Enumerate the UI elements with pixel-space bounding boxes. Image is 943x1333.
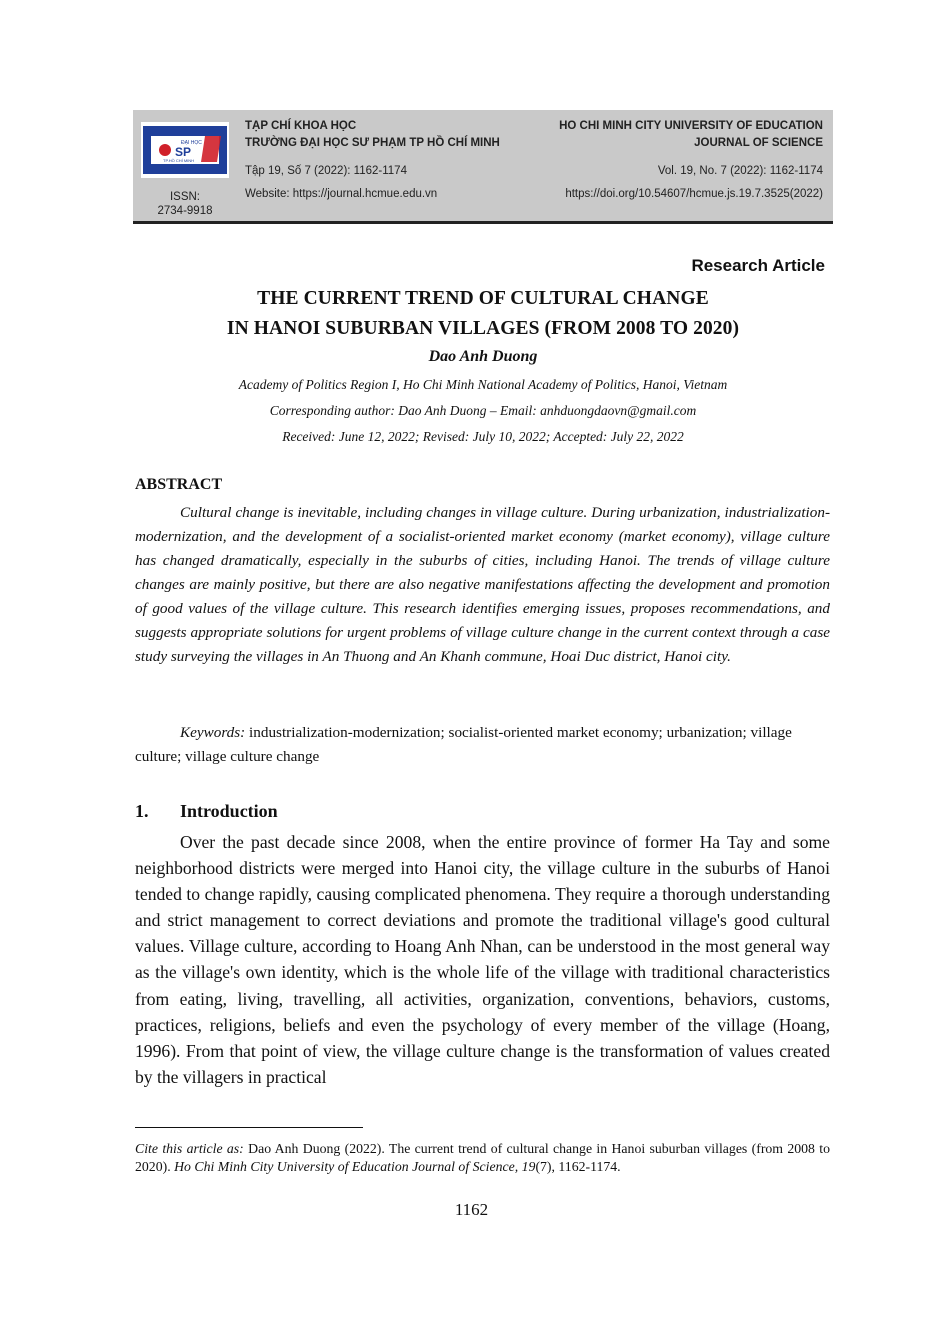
citation-footnote: [135, 1140, 830, 1176]
website-link[interactable]: Website: https://journal.hcmue.edu.vn: [245, 188, 438, 200]
journal-name-vn: TẠP CHÍ KHOA HỌC: [245, 120, 357, 132]
title-line-2: IN HANOI SUBURBAN VILLAGES (FROM 2008 TO 2020): [226, 318, 740, 339]
article-title: [133, 284, 833, 344]
affiliation: Academy of Politics Region I, Ho Chi Minh National Academy of Politics, Hanoi, Vietnam: [238, 377, 728, 392]
citation-journal: Ho Chi Minh City University of Education Journal of Science, 19: [174, 1159, 536, 1174]
university-name-en: HO CHI MINH CITY UNIVERSITY OF EDUCATION: [559, 120, 823, 132]
svg-text:ĐẠI HỌC: ĐẠI HỌC: [181, 140, 202, 146]
abstract-text: Cultural change is inevitable, including changes in village culture. During urbanization, industrialization-modernization, and the development of a socialist-oriented market economy (market economy), village culture has changed dramatically, especially in the suburbs of cities, including Hanoi. The trends of village culture changes are mainly positive, but there are also negative manifestations affecting the development and promotion of good values of the village culture. This research identifies emerging issues, proposes recommendations, and suggests appropriate solutions for urgent problems of village culture change in the current context through a case study surveying the villages in An Thuong and An Khanh commune, Hoai Duc district, Hanoi city.: [135, 504, 830, 665]
journal-header: [133, 110, 833, 224]
article-type: Research Article: [691, 256, 825, 275]
citation-text: Dao Anh Duong (2022). The current trend of cultural change in Hanoi suburban villages (from 2008 to 2020).: [135, 1141, 831, 1174]
article-meta: [133, 372, 833, 450]
abstract-heading: ABSTRACT: [135, 476, 223, 493]
section-title: Introduction: [180, 801, 278, 821]
footnote-divider: [135, 1127, 363, 1128]
corresponding-author: Corresponding author: Dao Anh Duong – Email: anhduongdaovn@gmail.com: [269, 403, 697, 418]
svg-text:SP: SP: [175, 145, 192, 159]
introduction-text: Over the past decade since 2008, when the entire province of former Ha Tay and some neighborhood districts were merged into Hanoi city, the village culture in the suburbs of Hanoi tended to change rapidly, causing complicated phenomena. They require a thorough understanding and strict management to correct deviations and promote the traditional village's good cultural values. Village culture, according to Hoang Anh Nhan, can be understood in the most general way as the village's own identity, which is the whole life of the village with traditional characteristics from eating, living, travelling, all activities, organization, conventions, behaviors, customs, practices, religions, beliefs and even the psychology of every member of the village (Hoang, 1996). From that point of view, the village culture change is the transformation of values created by the villagers in practical: [135, 832, 830, 1087]
issn-number: 2734-9918: [157, 205, 213, 217]
title-line-1: THE CURRENT TREND OF CULTURAL CHANGE: [257, 288, 709, 309]
citation-pages: (7), 1162-1174.: [535, 1159, 621, 1174]
keywords-label: Keywords:: [180, 724, 246, 741]
page-number: 1162: [454, 1200, 489, 1219]
keywords: [135, 721, 830, 769]
journal-name-en: JOURNAL OF SCIENCE: [694, 137, 823, 149]
university-name-vn: TRƯỜNG ĐẠI HỌC SƯ PHẠM TP HỒ CHÍ MINH: [245, 137, 500, 149]
issn: [133, 190, 237, 218]
issn-label: ISSN:: [169, 191, 201, 203]
dates: Received: June 12, 2022; Revised: July 10, 2022; Accepted: July 22, 2022: [282, 429, 684, 444]
svg-text:TP.HỒ CHÍ MINH: TP.HỒ CHÍ MINH: [163, 158, 195, 163]
keywords-list: industrialization-modernization; socialist-oriented market economy; urbanization; village culture; village culture change: [135, 724, 792, 765]
author-name: Dao Anh Duong: [428, 348, 538, 365]
volume-en: Vol. 19, No. 7 (2022): 1162-1174: [657, 165, 823, 177]
section-number: 1.: [135, 801, 149, 821]
doi-link[interactable]: https://doi.org/10.54607/hcmue.js.19.7.3525(2022): [565, 188, 823, 200]
section-heading-introduction: [135, 801, 278, 822]
citation-label: Cite this article as:: [135, 1141, 244, 1156]
university-logo: [141, 122, 229, 178]
volume-vn: Tập 19, Số 7 (2022): 1162-1174: [245, 165, 407, 177]
